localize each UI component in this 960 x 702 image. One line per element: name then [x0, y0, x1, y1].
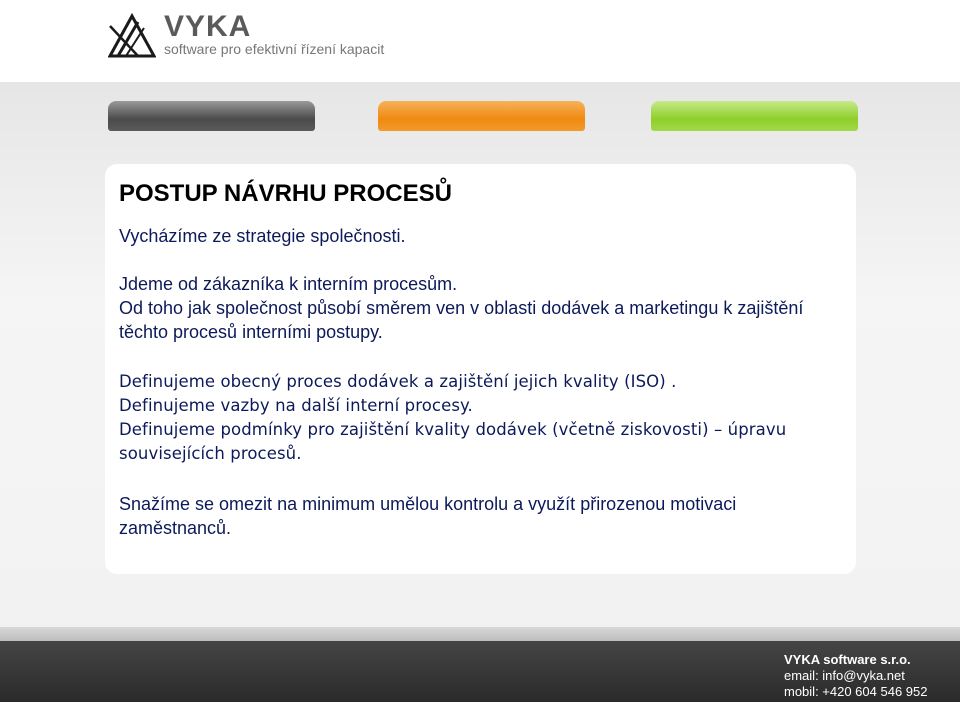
footer-contact — [784, 652, 927, 700]
gray-tab[interactable] — [108, 101, 315, 131]
logo[interactable] — [108, 12, 438, 62]
orange-tab[interactable] — [378, 101, 585, 131]
content-panel — [105, 164, 856, 574]
page-title: POSTUP NÁVRHU PROCESŮ — [119, 180, 452, 207]
paragraph-customer — [119, 272, 839, 344]
paragraph-line: Jdeme od zákazníka k interním procesům. — [119, 274, 458, 294]
footer — [0, 641, 960, 702]
footer-divider — [0, 627, 960, 641]
footer-company: VYKA software s.r.o. — [784, 652, 911, 667]
logo-tagline: software pro efektivní řízení kapacit — [164, 41, 385, 57]
paragraph-motivation — [119, 492, 839, 540]
paragraph-line: Od toho jak společnost působí směrem ven v oblasti dodávek a marketingu k zajištění těchto procesů interními postupy. — [119, 298, 804, 342]
vyka-logo-icon — [108, 12, 156, 58]
paragraph-line: Definujeme obecný proces dodávek a zajištění jejich kvality (ISO) . — [119, 372, 677, 391]
paragraph-line: Definujeme podmínky pro zajištění kvality dodávek (včetně ziskovosti) – úpravu souvisejících procesů. — [119, 420, 787, 463]
logo-name: VYKA — [164, 10, 252, 43]
footer-mobile: mobil: +420 604 546 952 — [784, 684, 928, 699]
footer-email[interactable]: email: info@vyka.net — [784, 668, 905, 683]
paragraph-definitions — [119, 370, 839, 466]
paragraph-line: Definujeme vazby na další interní procesy. — [119, 396, 473, 415]
green-tab[interactable] — [651, 101, 858, 131]
header — [0, 0, 960, 82]
paragraph-line: Snažíme se omezit na minimum umělou kontrolu a využít přirozenou motivaci zaměstnanců. — [119, 494, 737, 538]
paragraph-line: Vycházíme ze strategie společnosti. — [119, 226, 406, 246]
paragraph-strategy — [119, 224, 839, 248]
